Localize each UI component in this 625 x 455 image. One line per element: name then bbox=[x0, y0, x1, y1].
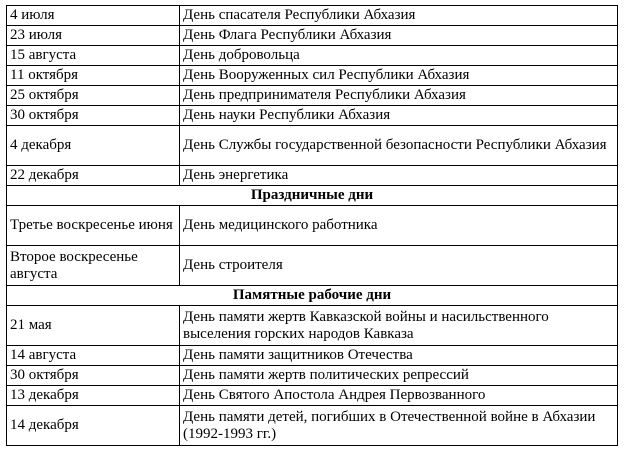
holiday-name-cell: День Службы государственной безопасности Республики Абхазия bbox=[180, 126, 618, 166]
holidays-table bbox=[6, 5, 618, 446]
holiday-name-cell: День Флага Республики Абхазия bbox=[180, 26, 618, 46]
table-row bbox=[7, 366, 618, 386]
table-row bbox=[7, 126, 618, 166]
holiday-name-cell: День энергетика bbox=[180, 166, 618, 186]
date-cell: 30 октября bbox=[7, 106, 180, 126]
section-header-row bbox=[7, 286, 618, 306]
date-cell: 23 июля bbox=[7, 26, 180, 46]
table-row bbox=[7, 406, 618, 446]
table-row bbox=[7, 66, 618, 86]
holiday-name-cell: День памяти защитников Отечества bbox=[180, 346, 618, 366]
table-row bbox=[7, 346, 618, 366]
date-cell: 4 июля bbox=[7, 6, 180, 26]
holiday-name-cell: День Вооруженных сил Республики Абхазия bbox=[180, 66, 618, 86]
holiday-name-cell: День медицинского работника bbox=[180, 206, 618, 246]
holiday-name-cell: День строителя bbox=[180, 246, 618, 286]
table-row bbox=[7, 166, 618, 186]
date-cell: 15 августа bbox=[7, 46, 180, 66]
holiday-name-cell: День спасателя Республики Абхазия bbox=[180, 6, 618, 26]
section-header-holidays: Праздничные дни bbox=[7, 186, 618, 206]
table-row bbox=[7, 246, 618, 286]
holiday-name-cell: День Святого Апостола Андрея Первозванного bbox=[180, 386, 618, 406]
holiday-name-cell: День памяти детей, погибших в Отечественной войне в Абхазии (1992-1993 гг.) bbox=[180, 406, 618, 446]
date-cell: 13 декабря bbox=[7, 386, 180, 406]
table-row bbox=[7, 26, 618, 46]
date-cell: Второе воскресенье августа bbox=[7, 246, 180, 286]
table-row bbox=[7, 106, 618, 126]
holiday-name-cell: День добровольца bbox=[180, 46, 618, 66]
date-cell: 4 декабря bbox=[7, 126, 180, 166]
date-cell: 30 октября bbox=[7, 366, 180, 386]
holiday-name-cell: День памяти жертв политических репрессий bbox=[180, 366, 618, 386]
date-cell: Третье воскресенье июня bbox=[7, 206, 180, 246]
date-cell: 21 мая bbox=[7, 306, 180, 346]
date-cell: 25 октября bbox=[7, 86, 180, 106]
holiday-name-cell: День науки Республики Абхазия bbox=[180, 106, 618, 126]
table-row bbox=[7, 86, 618, 106]
table-row bbox=[7, 46, 618, 66]
section-header-row bbox=[7, 186, 618, 206]
holiday-name-cell: День памяти жертв Кавказской войны и насильственного выселения горских народов Кавказа bbox=[180, 306, 618, 346]
holiday-name-cell: День предпринимателя Республики Абхазия bbox=[180, 86, 618, 106]
date-cell: 22 декабря bbox=[7, 166, 180, 186]
date-cell: 11 октября bbox=[7, 66, 180, 86]
table-row bbox=[7, 206, 618, 246]
table-row bbox=[7, 386, 618, 406]
date-cell: 14 декабря bbox=[7, 406, 180, 446]
date-cell: 14 августа bbox=[7, 346, 180, 366]
table-row bbox=[7, 306, 618, 346]
table-row bbox=[7, 6, 618, 26]
section-header-memorial: Памятные рабочие дни bbox=[7, 286, 618, 306]
